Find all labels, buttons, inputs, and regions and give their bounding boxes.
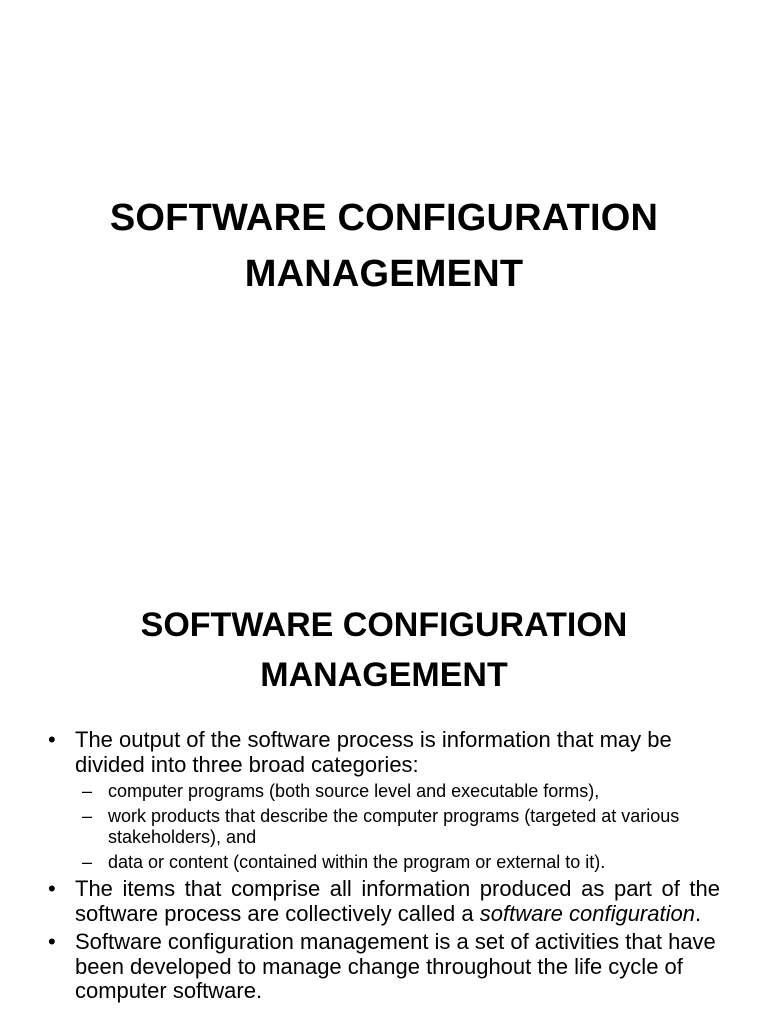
slide-1-title bbox=[0, 190, 768, 302]
bullet-text: The output of the software process is information that may be divided into three broad categories: bbox=[75, 727, 672, 777]
dash-icon: – bbox=[82, 781, 93, 801]
sub-item-text: work products that describe the computer programs (targeted at various stakeholders), and bbox=[108, 806, 680, 847]
bullet-text-italic: software configuration bbox=[479, 900, 695, 926]
sub-item bbox=[48, 806, 720, 848]
bullet-icon: • bbox=[48, 929, 56, 954]
slide-2-content bbox=[48, 728, 720, 1008]
sub-item-text: data or content (contained within the program or external to it). bbox=[108, 852, 606, 872]
slide-1-title-line-1: SOFTWARE CONFIGURATION bbox=[109, 197, 659, 239]
sub-list bbox=[48, 781, 720, 873]
bullet-icon: • bbox=[48, 727, 56, 752]
slide-2-title bbox=[0, 600, 768, 700]
dash-icon: – bbox=[82, 806, 93, 826]
bullet-item bbox=[48, 728, 720, 777]
bullet-text: The items that comprise all information produced as part of the software process are collectively called a bbox=[75, 876, 720, 926]
sub-item bbox=[48, 781, 720, 802]
dash-icon: – bbox=[82, 852, 93, 872]
bullet-icon: • bbox=[48, 876, 56, 901]
slide-2-title-line-2: MANAGEMENT bbox=[260, 656, 508, 694]
bullet-text: Software configuration management is a set of activities that have been developed to manage change throughout the life cycle of computer software. bbox=[75, 929, 716, 1003]
sub-item bbox=[48, 852, 720, 873]
slide-2 bbox=[0, 580, 768, 1024]
sub-item-text: computer programs (both source level and executable forms), bbox=[108, 781, 600, 801]
slide-1-title-line-2: MANAGEMENT bbox=[244, 253, 524, 295]
slide-2-title-line-1: SOFTWARE CONFIGURATION bbox=[140, 606, 628, 644]
bullet-item bbox=[48, 877, 720, 926]
bullet-text-end: . bbox=[694, 900, 702, 926]
bullet-item bbox=[48, 930, 720, 1004]
